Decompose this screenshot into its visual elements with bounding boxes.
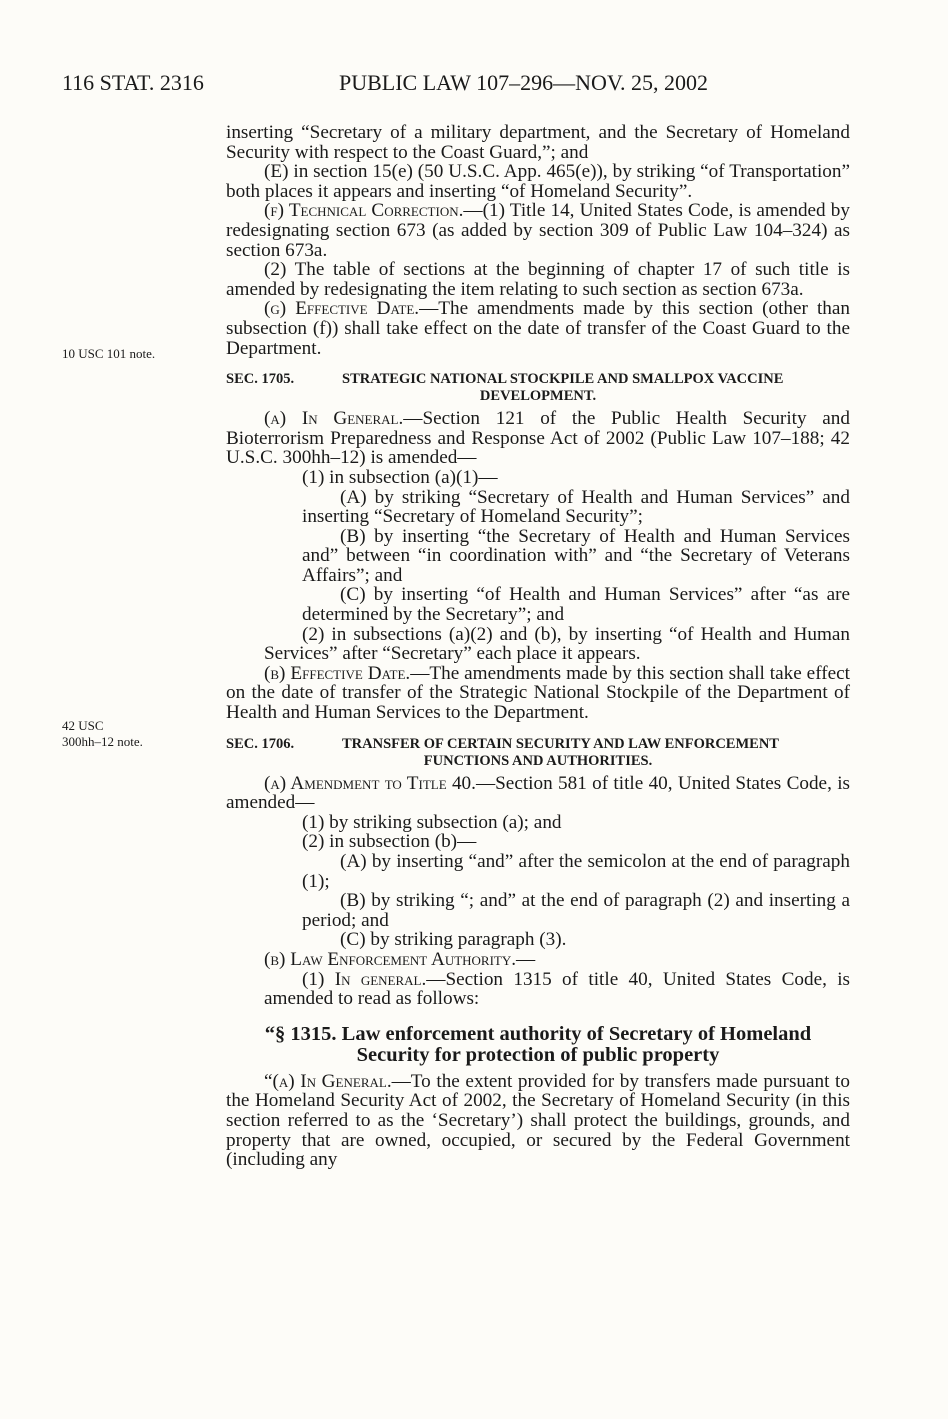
paragraph: (2) in subsections (a)(2) and (b), by inserting “of Health and Human Services” after “Secretary” each place it appears. [264,623,850,665]
section-heading-1706: SEC. 1706. TRANSFER OF CERTAIN SECURITY AND LAW ENFORCEMENT FUNCTIONS AND AUTHORITIES. [226,735,779,769]
paragraph-1315a: “(a) In General.—To the extent provided for by transfers made pursuant to the Homeland Security Act of 2002, the Secretary of Homeland Security (in this section referred to as the ‘Secretary’) shall protect the buildings, grounds, and property that are owned, occupied, or secured by the Federal Government (including any [226,1070,850,1171]
paragraph: (B) by striking “; and” at the end of paragraph (2) and inserting a period; and [302,890,850,931]
paragraph: (2) in subsection (b)— [302,831,477,853]
paragraph: (2) The table of sections at the beginning of chapter 17 of such title is amended by redesignating the item relating to such section as section 673a. [226,259,850,300]
subsection-heading: “(a) In General. [264,1070,392,1092]
paragraph: (1) In general.—Section 1315 of title 40, United States Code, is amended to read as follows: [264,968,851,1010]
subsection-heading: (a) Amendment to Title 40. [264,772,476,794]
margin-note-10usc: 10 USC 101 note. [62,346,156,361]
subsection-heading: (b) Effective Date. [264,662,411,684]
paragraph: (E) in section 15(e) (50 U.S.C. App. 465(e)), by striking “of Transportation” both places it appears and inserting “of Homeland Security”. [226,161,850,202]
paragraph: inserting “Secretary of a military department, and the Secretary of Homeland Security with respect to the Coast Guard,”; and [226,122,850,163]
body-text [226,123,850,1170]
paragraph: (B) by inserting “the Secretary of Health and Human Services and” between “in coordination with” and “the Secretary of Veterans Affairs”; and [302,525,850,586]
paragraph: (A) by striking “Secretary of Health and Human Services” and inserting “Secretary of Homeland Security”; [302,486,850,528]
subsection-heading: (b) Law Enforcement Authority. [264,948,517,970]
running-header [62,70,862,100]
public-law-citation: PUBLIC LAW 107–296—NOV. 25, 2002 [339,70,708,95]
paragraph-a: (a) In General.—Section 121 of the Public Health Security and Bioterrorism Preparedness and Response Act of 2002 (Public Law 107–188; 42 U.S.C. 300hh–12) is amended— [226,408,850,469]
paragraph: (1) in subsection (a)(1)— [302,466,498,488]
subsection-heading: (a) In General. [264,408,404,430]
subsection-heading: (g) Effective Date. [264,298,420,320]
subsection-heading: (f) Technical Correction. [264,200,464,222]
paragraph-b: (b) Law Enforcement Authority.— [264,948,536,970]
paragraph: (C) by striking paragraph (3). [340,929,567,951]
paragraph: (1) by striking subsection (a); and [302,811,562,833]
paragraph-a: (a) Amendment to Title 40.—Section 581 of title 40, United States Code, is amended— [226,772,850,814]
paragraph-b: (b) Effective Date.—The amendments made by this section shall take effect on the date of transfer of the Strategic National Stockpile of the Department of Health and Human Services to the Department. [226,662,850,724]
paragraph-heading: (1) In general. [302,968,427,990]
paragraph: (C) by inserting “of Health and Human Services” after “as are determined by the Secretary”; and [302,584,850,626]
section-heading-1705: SEC. 1705. STRATEGIC NATIONAL STOCKPILE AND SMALLPOX VACCINE DEVELOPMENT. [226,371,784,405]
paragraph: (A) by inserting “and” after the semicolon at the end of paragraph (1); [302,851,850,892]
paragraph-g: (g) Effective Date.—The amendments made by this section (other than subsection (f)) shall take effect on the date of transfer of the Coast Guard to the Department. [226,298,850,359]
paragraph-f: (f) Technical Correction.—(1) Title 14, United States Code, is amended by redesignating section 673 (as added by section 309 of Public Law 104–324) as section 673a. [226,200,850,261]
margin-note-42usc: 42 USC 300hh–12 note. [62,718,143,749]
section-1315-heading: “§ 1315. Law enforcement authority of Secretary of Homeland Security for protection of public property [264,1022,812,1066]
stat-page-number: 116 STAT. 2316 [62,70,204,95]
